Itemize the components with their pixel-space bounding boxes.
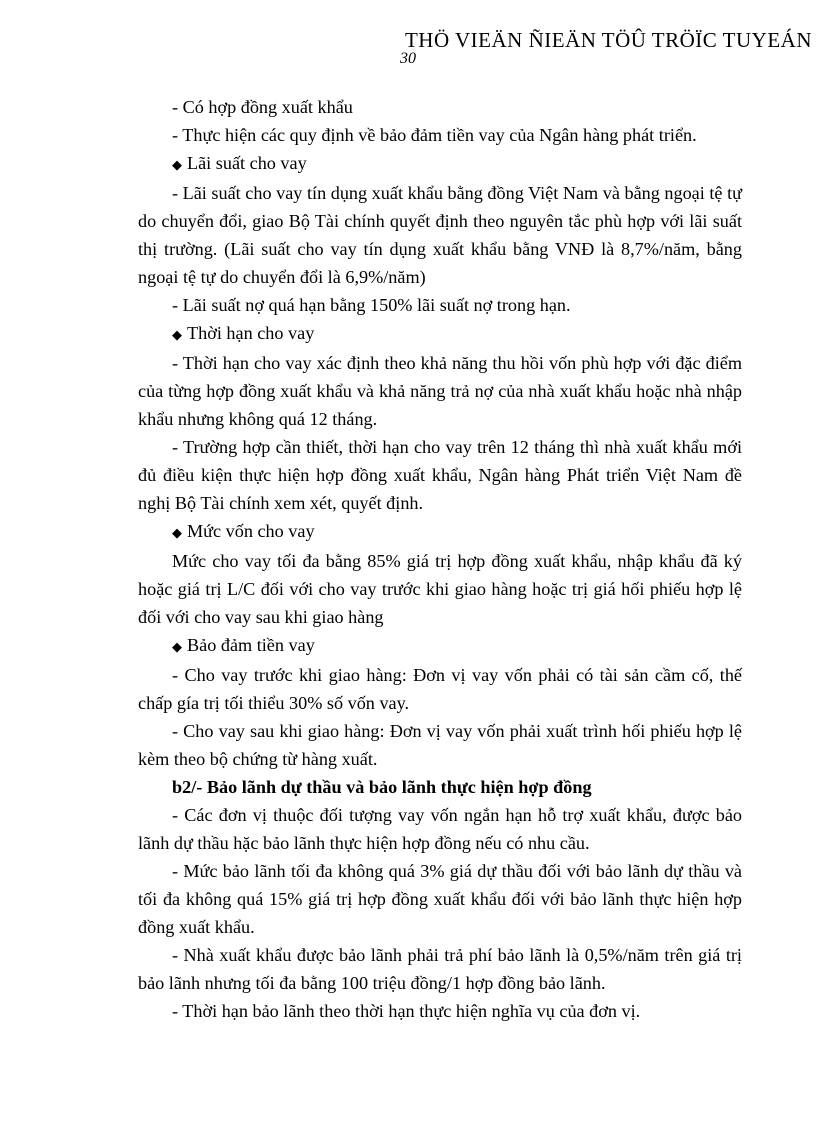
paragraph: - Thời hạn bảo lãnh theo thời hạn thực hiện nghĩa vụ của đơn vị. xyxy=(172,1001,641,1021)
bullet-label: Bảo đảm tiền vay xyxy=(187,635,315,655)
paragraph: - Thực hiện các quy định về bảo đảm tiền vay của Ngân hàng phát triển. xyxy=(172,125,697,145)
paragraph: - Thời hạn cho vay xác định theo khả năng thu hồi vốn phù hợp với đặc điểm của từng hợp đồng xuất khẩu và khả năng trả nợ của nhà xuất khẩu hoặc nhà nhập khẩu nhưng không quá 12 tháng. xyxy=(138,353,742,429)
document-body xyxy=(138,93,742,1025)
bullet-item xyxy=(138,149,742,179)
paragraph: - Cho vay sau khi giao hàng: Đơn vị vay vốn phải xuất trình hối phiếu hợp lệ kèm theo bộ chứng từ hàng xuất. xyxy=(138,721,742,769)
diamond-bullet-icon: ◆ xyxy=(172,157,182,172)
diamond-bullet-icon: ◆ xyxy=(172,525,182,540)
paragraph: - Nhà xuất khẩu được bảo lãnh phải trả phí bảo lãnh là 0,5%/năm trên giá trị bảo lãnh nhưng tối đa bằng 100 triệu đồng/1 hợp đồng bảo lãnh. xyxy=(138,945,742,993)
bullet-item xyxy=(138,319,742,349)
bullet-label: Thời hạn cho vay xyxy=(187,323,315,343)
bullet-item xyxy=(138,631,742,661)
bullet-item xyxy=(138,517,742,547)
library-header: THÖ VIEÄN ÑIEÄN TÖÛ TRÖÏC TUYEÁN xyxy=(404,28,812,52)
paragraph: Mức cho vay tối đa bằng 85% giá trị hợp đồng xuất khẩu, nhập khẩu đã ký hoặc giá trị L/C đối với cho vay trước khi giao hàng hoặc trị giá hối phiếu hợp lệ đối với cho vay sau khi giao hàng xyxy=(138,551,742,627)
page-number: 30 xyxy=(400,50,416,67)
paragraph: - Các đơn vị thuộc đối tượng vay vốn ngắn hạn hỗ trợ xuất khẩu, được bảo lãnh dự thầu hặc bảo lãnh thực hiện hợp đồng nếu có nhu cầu. xyxy=(138,805,742,853)
bullet-label: Lãi suất cho vay xyxy=(187,153,307,173)
paragraph: - Lãi suất nợ quá hạn bằng 150% lãi suất nợ trong hạn. xyxy=(172,295,571,315)
paragraph: - Trường hợp cần thiết, thời hạn cho vay trên 12 tháng thì nhà xuất khẩu mới đủ điều kiện thực hiện hợp đồng xuất khẩu, Ngân hàng Phát triển Việt Nam đề nghị Bộ Tài chính xem xét, quyết định. xyxy=(138,437,742,513)
diamond-bullet-icon: ◆ xyxy=(172,327,182,342)
section-heading: b2/- Bảo lãnh dự thầu và bảo lãnh thực hiện hợp đồng xyxy=(172,777,592,797)
paragraph: - Lãi suất cho vay tín dụng xuất khẩu bằng đồng Việt Nam và bằng ngoại tệ tự do chuyển đổi, giao Bộ Tài chính quyết định theo nguyên tắc phù hợp với lãi suất thị trường. (Lãi suất cho vay tín dụng xuất khẩu bằng VNĐ là 8,7%/năm, bằng ngoại tệ tự do chuyển đổi là 6,9%/năm) xyxy=(138,183,742,287)
paragraph: - Có hợp đồng xuất khẩu xyxy=(172,97,353,117)
paragraph: - Mức bảo lãnh tối đa không quá 3% giá dự thầu đối với bảo lãnh dự thầu và tối đa không quá 15% giá trị hợp đồng xuất khẩu đối với bảo lãnh thực hiện hợp đồng xuất khẩu. xyxy=(138,861,742,937)
diamond-bullet-icon: ◆ xyxy=(172,639,182,654)
paragraph: - Cho vay trước khi giao hàng: Đơn vị vay vốn phải có tài sản cầm cố, thế chấp gía trị tối thiểu 30% số vốn vay. xyxy=(138,665,742,713)
bullet-label: Mức vốn cho vay xyxy=(187,521,315,541)
